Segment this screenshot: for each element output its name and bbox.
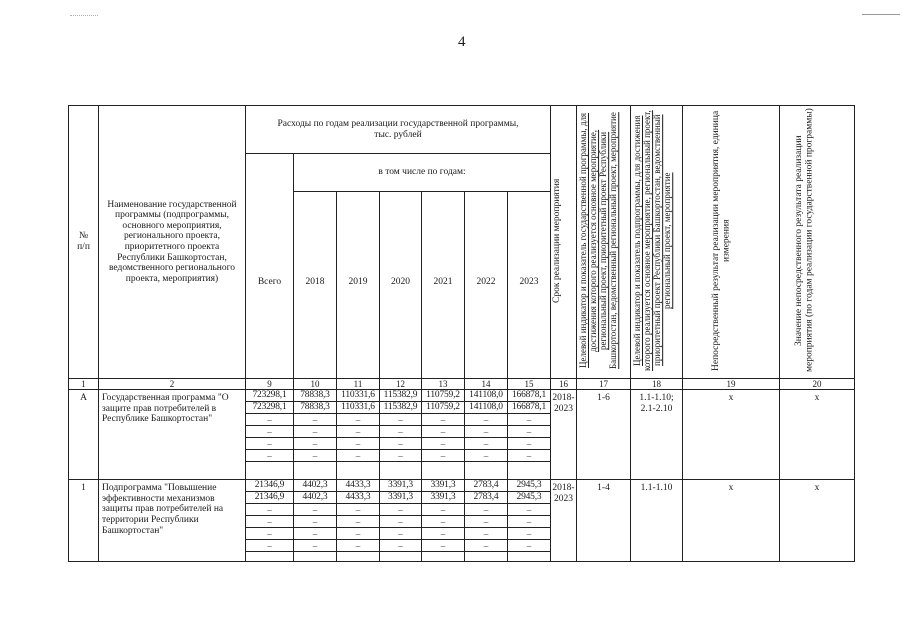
program-table <box>68 105 855 562</box>
expense-blank <box>337 462 380 480</box>
expense-value: 2783,4 <box>465 480 508 492</box>
expense-empty: – <box>422 426 465 438</box>
row-indicator-subprogram: 1.1-1.10; 2.1-2.10 <box>631 390 683 480</box>
expense-empty: – <box>422 504 465 516</box>
row-name: Подпрограмма "Повышение эффективности механизмов защиты прав потребителей на территории Республики Башкортостан" <box>99 480 246 562</box>
expense-value: 21346,9 <box>246 492 294 504</box>
expense-value: 3391,3 <box>380 492 422 504</box>
expense-empty: – <box>380 528 422 540</box>
expense-empty: – <box>294 504 337 516</box>
expense-empty: – <box>465 516 508 528</box>
expense-value: 166878,1 <box>508 390 551 402</box>
expense-value: 3391,3 <box>422 492 465 504</box>
expense-empty: – <box>508 438 551 450</box>
column-number: 10 <box>294 379 337 390</box>
expense-empty: – <box>422 540 465 552</box>
col-header-year: 2020 <box>380 192 422 379</box>
column-number: 11 <box>337 379 380 390</box>
expense-empty: – <box>465 450 508 462</box>
page-number: 4 <box>458 34 466 50</box>
row-value: х <box>780 480 855 562</box>
col-header-year: 2021 <box>422 192 465 379</box>
col-header-result: Непосредственный результат реализации мероприятия, единица измерения <box>683 106 780 379</box>
expense-empty: – <box>294 540 337 552</box>
row-number: А <box>69 390 99 480</box>
expense-empty: – <box>508 504 551 516</box>
expense-empty: – <box>246 450 294 462</box>
expense-empty: – <box>337 438 380 450</box>
expense-empty: – <box>246 516 294 528</box>
expense-empty: – <box>422 516 465 528</box>
col-header-indicator-subprogram: Целевой индикатор и показатель подпрограммы, для достижения которого реализуется основное мероприятие, региональный проект, приоритетный проект Республики Башкортостан, ведомственный региональный проект, мероприятие <box>631 106 683 379</box>
expense-empty: – <box>422 450 465 462</box>
expense-empty: – <box>508 414 551 426</box>
expense-value: 2945,3 <box>508 480 551 492</box>
column-number: 19 <box>683 379 780 390</box>
row-result: х <box>683 390 780 480</box>
row-indicator-program: 1-6 <box>577 390 631 480</box>
column-number: 12 <box>380 379 422 390</box>
expense-empty: – <box>465 438 508 450</box>
expense-empty: – <box>380 504 422 516</box>
expense-value: 78838,3 <box>294 402 337 414</box>
scan-mark <box>70 15 98 16</box>
col-header-name: Наименование государственной программы (подпрограммы, основного мероприятия, регионального проекта, приоритетного проекта Республики Башкортостан, ведомственного регионального проекта, мероприятия) <box>99 106 246 379</box>
expense-empty: – <box>508 516 551 528</box>
expense-empty: – <box>294 438 337 450</box>
col-header-year: 2022 <box>465 192 508 379</box>
expense-empty: – <box>380 426 422 438</box>
expense-empty: – <box>465 426 508 438</box>
expense-value: 4402,3 <box>294 480 337 492</box>
column-number: 20 <box>780 379 855 390</box>
expense-empty: – <box>508 528 551 540</box>
row-indicator-program: 1-4 <box>577 480 631 562</box>
expense-value: 141108,0 <box>465 402 508 414</box>
expense-empty: – <box>246 438 294 450</box>
scan-mark <box>862 14 900 15</box>
expense-empty: – <box>337 426 380 438</box>
expense-value: 110331,6 <box>337 402 380 414</box>
expense-value: 110331,6 <box>337 390 380 402</box>
expense-value: 78838,3 <box>294 390 337 402</box>
expense-empty: – <box>294 528 337 540</box>
expense-value: 4433,3 <box>337 480 380 492</box>
expense-empty: – <box>380 438 422 450</box>
expense-value: 3391,3 <box>422 480 465 492</box>
expense-blank <box>380 552 422 562</box>
expense-empty: – <box>337 516 380 528</box>
expense-empty: – <box>380 516 422 528</box>
expense-value: 115382,9 <box>380 402 422 414</box>
expense-blank <box>465 552 508 562</box>
column-number: 9 <box>246 379 294 390</box>
expense-blank <box>380 462 422 480</box>
expense-blank <box>294 462 337 480</box>
expense-empty: – <box>294 516 337 528</box>
expense-blank <box>294 552 337 562</box>
expense-blank <box>246 462 294 480</box>
column-number: 2 <box>99 379 246 390</box>
row-period: 2018-2023 <box>551 480 577 562</box>
expense-empty: – <box>337 528 380 540</box>
expense-empty: – <box>465 414 508 426</box>
expense-blank <box>508 462 551 480</box>
col-header-indicator-program: Целевой индикатор и показатель государственной программы, для достижения которого реализуется основное мероприятие, региональный проект, приоритетный проект Республики Башкортостан, ведомственный региональный проект, мероприятие <box>577 106 631 379</box>
expense-empty: – <box>337 450 380 462</box>
expense-blank <box>422 552 465 562</box>
expense-empty: – <box>508 426 551 438</box>
row-value: х <box>780 390 855 480</box>
column-number: 15 <box>508 379 551 390</box>
row-period: 2018-2023 <box>551 390 577 480</box>
col-header-year: 2019 <box>337 192 380 379</box>
expense-blank <box>422 462 465 480</box>
expense-value: 110759,2 <box>422 390 465 402</box>
expense-empty: – <box>422 528 465 540</box>
col-header-value: Значение непосредственного результата реализации мероприятия (по годам реализации государственной программы) <box>780 106 855 379</box>
col-header-total: Всего <box>246 154 294 379</box>
col-header-period: Срок реализации мероприятия <box>551 106 577 379</box>
expense-empty: – <box>508 450 551 462</box>
table-row <box>69 480 855 492</box>
expense-blank <box>246 552 294 562</box>
expense-value: 110759,2 <box>422 402 465 414</box>
expense-value: 141108,0 <box>465 390 508 402</box>
column-number: 16 <box>551 379 577 390</box>
expense-empty: – <box>337 504 380 516</box>
expense-empty: – <box>380 414 422 426</box>
expense-blank <box>337 552 380 562</box>
expense-value: 21346,9 <box>246 480 294 492</box>
expense-empty: – <box>380 450 422 462</box>
expense-value: 166878,1 <box>508 402 551 414</box>
expense-value: 115382,9 <box>380 390 422 402</box>
expense-empty: – <box>337 414 380 426</box>
row-number: 1 <box>69 480 99 562</box>
expense-empty: – <box>294 426 337 438</box>
expense-empty: – <box>246 504 294 516</box>
col-header-year: 2018 <box>294 192 337 379</box>
expense-empty: – <box>246 414 294 426</box>
column-number: 18 <box>631 379 683 390</box>
column-number: 1 <box>69 379 99 390</box>
expense-value: 2783,4 <box>465 492 508 504</box>
expense-empty: – <box>465 540 508 552</box>
expense-value: 723298,1 <box>246 402 294 414</box>
row-name: Государственная программа "О защите прав потребителей в Республике Башкортостан" <box>99 390 246 480</box>
column-number: 17 <box>577 379 631 390</box>
row-result: х <box>683 480 780 562</box>
col-header-num: № п/п <box>69 106 99 379</box>
column-number: 13 <box>422 379 465 390</box>
expense-empty: – <box>465 504 508 516</box>
expense-value: 4433,3 <box>337 492 380 504</box>
expense-empty: – <box>422 438 465 450</box>
expense-value: 4402,3 <box>294 492 337 504</box>
row-indicator-subprogram: 1.1-1.10 <box>631 480 683 562</box>
col-header-year: 2023 <box>508 192 551 379</box>
expense-empty: – <box>422 414 465 426</box>
expense-empty: – <box>465 528 508 540</box>
table-row <box>69 390 855 402</box>
expense-empty: – <box>246 528 294 540</box>
expense-empty: – <box>246 540 294 552</box>
expense-empty: – <box>337 540 380 552</box>
column-number: 14 <box>465 379 508 390</box>
col-header-by-years: в том числе по годам: <box>294 154 551 192</box>
expense-empty: – <box>508 540 551 552</box>
expense-value: 723298,1 <box>246 390 294 402</box>
col-header-expenses: Расходы по годам реализации государственной программы, тыс. рублей <box>246 106 551 154</box>
expense-empty: – <box>380 540 422 552</box>
expense-empty: – <box>246 426 294 438</box>
expense-empty: – <box>294 450 337 462</box>
expense-value: 2945,3 <box>508 492 551 504</box>
expense-blank <box>465 462 508 480</box>
expense-value: 3391,3 <box>380 480 422 492</box>
expense-empty: – <box>294 414 337 426</box>
expense-blank <box>508 552 551 562</box>
